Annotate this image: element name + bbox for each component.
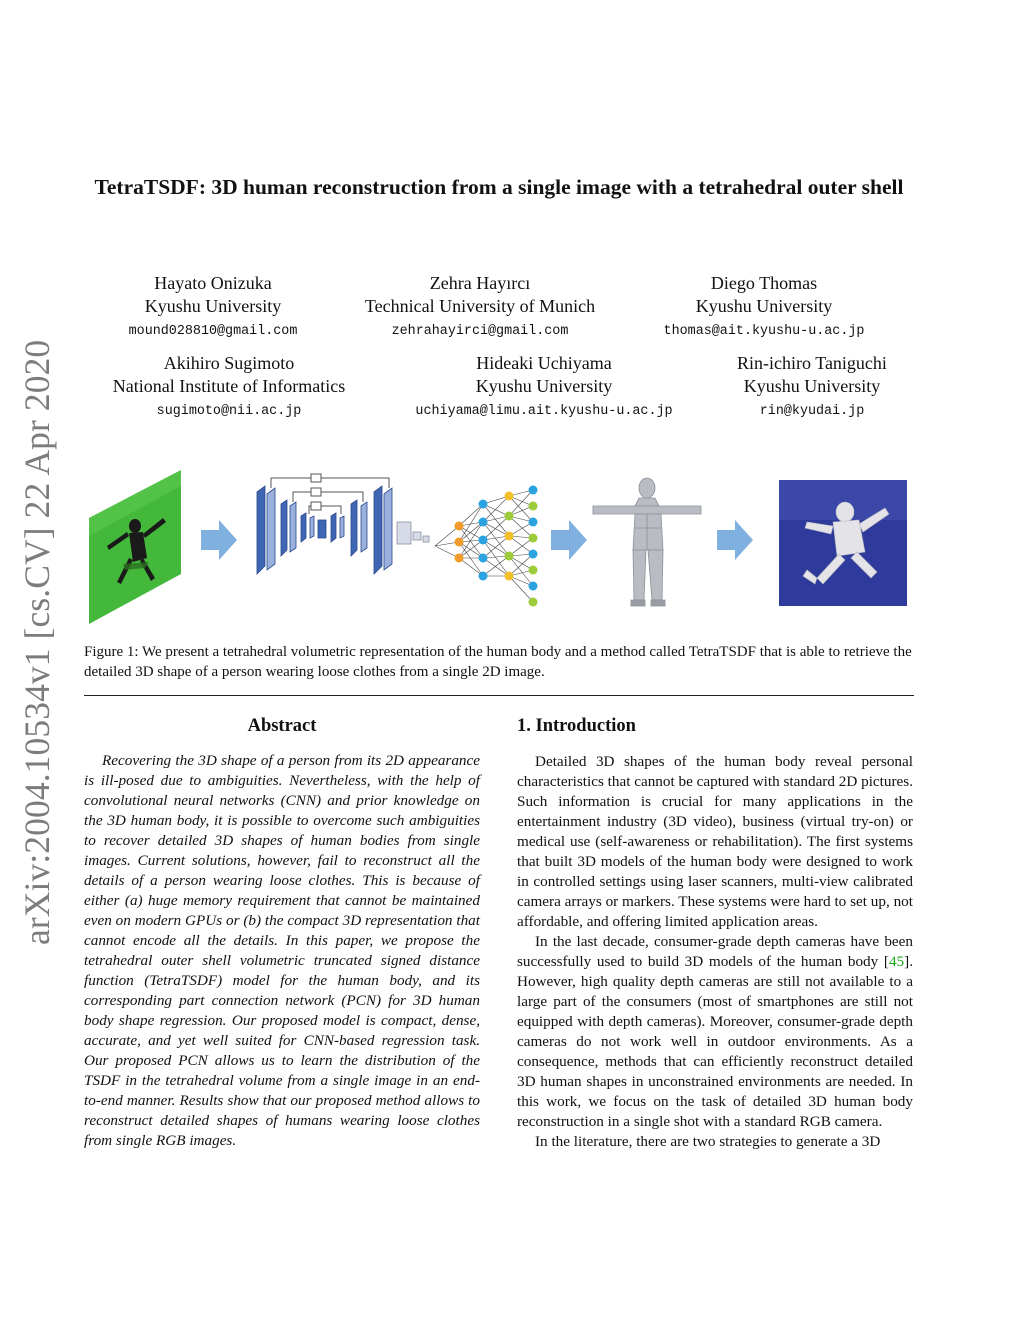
arxiv-stamp-text: arXiv:2004.10534v1 [cs.CV] 22 Apr 2020 — [17, 339, 57, 945]
author-email[interactable]: sugimoto@nii.ac.jp — [156, 404, 302, 419]
author-name: Akihiro Sugimoto — [163, 353, 295, 373]
pipeline-illustration — [85, 466, 915, 626]
abstract-body — [84, 751, 480, 1151]
author-name: Hayato Onizuka — [154, 273, 272, 293]
encoder-decoder-network — [257, 486, 429, 574]
section-divider — [84, 695, 914, 696]
author-email[interactable]: zehrahayirci@gmail.com — [391, 324, 569, 339]
teaser-figure — [85, 466, 915, 626]
skip-connections — [271, 474, 389, 514]
author-block — [345, 272, 615, 342]
author-block — [113, 272, 313, 342]
figure-caption: Figure 1: We present a tetrahedral volumetric representation of the human body and a method called TetraTSDF that is able to retrieve the detailed 3D shape of a person wearing loose clothes from a single 2D image. — [84, 644, 912, 680]
author-affiliation: Technical University of Munich — [364, 296, 596, 316]
tetrahedral-body-mesh — [593, 478, 701, 606]
author-email[interactable]: rin@kyudai.jp — [759, 404, 865, 419]
author-affiliation: Kyushu University — [695, 296, 833, 316]
part-connection-network — [435, 486, 538, 607]
author-affiliation: Kyushu University — [743, 376, 881, 396]
author-email[interactable]: uchiyama@limu.ait.kyushu-u.ac.jp — [415, 404, 673, 419]
arxiv-stamp — [12, 339, 62, 945]
abstract-heading: Abstract — [247, 716, 317, 736]
reconstruction-result — [779, 480, 907, 606]
author-name: Hideaki Uchiyama — [476, 353, 612, 373]
input-image — [89, 470, 181, 624]
paper-title: TetraTSDF: 3D human reconstruction from a single image with a tetrahedral outer shell — [94, 175, 904, 199]
author-block — [94, 352, 364, 422]
intro-text: ]. However, high quality depth cameras are still not available to a large part of the consumers (most of smartphones are still not equipped with depth cameras). Moreover, consumer-grade depth cameras do not work well in outdoor environments. As a consequence, methods that can efficiently reconstruct detailed 3D human shapes in unconstrained environments are needed. In this work, we focus on the task of detailed 3D human body reconstruction in a single shot with a standard RGB camera. — [517, 953, 913, 1130]
introduction-body — [517, 752, 913, 1152]
author-affiliation: National Institute of Informatics — [112, 376, 346, 396]
intro-paragraph: In the literature, there are two strategies to generate a 3D — [535, 1133, 881, 1150]
author-name: Zehra Hayırcı — [429, 273, 531, 293]
author-name: Rin-ichiro Taniguchi — [737, 353, 887, 373]
arrow-icon — [201, 520, 237, 560]
author-block — [644, 272, 884, 342]
introduction-heading: 1. Introduction — [517, 716, 636, 736]
intro-paragraph — [517, 932, 913, 1132]
author-email[interactable]: mound028810@gmail.com — [128, 324, 298, 339]
author-block — [390, 352, 698, 422]
arrow-icon — [551, 520, 587, 560]
author-affiliation: Kyushu University — [144, 296, 282, 316]
author-email[interactable]: thomas@ait.kyushu-u.ac.jp — [663, 324, 865, 339]
author-name: Diego Thomas — [710, 273, 818, 293]
intro-paragraph: Detailed 3D shapes of the human body reveal personal characteristics that cannot be captured with standard 2D pictures. Such information is crucial for many applications in the entertainment industry (3D video), business (virtual try-on) or medical use (self-awareness or rehabilitation). The first systems that built 3D models of the human body were designed to work in controlled settings using laser scanners, multi-view calibrated camera arrays or markers. These systems were hard to set up, not affordable, and offering limited application areas. — [517, 753, 913, 930]
abstract-text: Recovering the 3D shape of a person from its 2D appearance is ill-posed due to ambiguities. Nevertheless, with the help of convolutional neural networks (CNN) and prior knowledge on the 3D human body, it is possible to overcome such ambiguities to recover detailed 3D shapes of human bodies from single images. Current solutions, however, fail to reconstruct all the details of a person wearing loose clothes. This is because of either (a) huge memory requirement that cannot be maintained even on modern GPUs or (b) the compact 3D representation that cannot encode all the details. In this paper, we propose the tetrahedral outer shell volumetric truncated signed distance function (TetraTSDF) model for the human body, and its corresponding part connection network (PCN) for 3D human body shape regression. Our proposed model is compact, dense, accurate, and yet well suited for CNN-based regression task. Our proposed PCN allows us to learn the distribution of the TSDF in the tetrahedral volume from a single image in an end-to-end manner. Results show that our proposed method allows to reconstruct detailed shapes of humans wearing loose clothes from single RGB images. — [84, 752, 480, 1149]
author-block — [722, 352, 902, 422]
author-affiliation: Kyushu University — [475, 376, 613, 396]
citation-link[interactable]: 45 — [888, 953, 905, 970]
intro-text: In the last decade, consumer-grade depth cameras have been successfully used to build 3D models of the human body [ — [517, 933, 913, 970]
arrow-icon — [717, 520, 753, 560]
